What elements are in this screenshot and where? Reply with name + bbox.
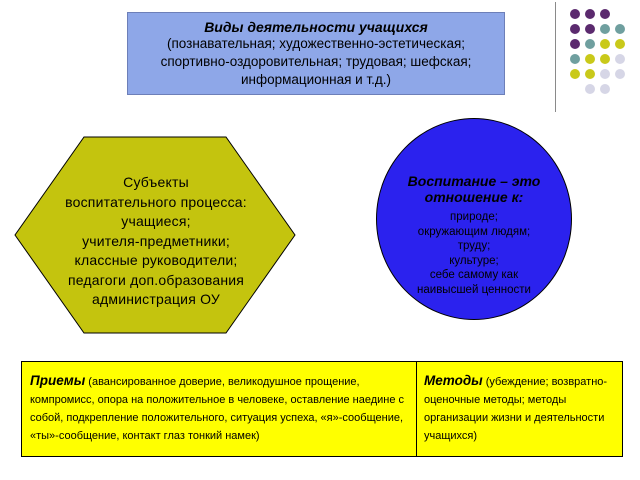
decorative-dot (585, 9, 595, 19)
decorative-dot (615, 54, 625, 64)
decorative-dot (600, 69, 610, 79)
upbringing-item: культуре; (449, 254, 499, 267)
techniques-text: (авансированное доверие, великодушное прощение, компромисс, опора на положительное в человеке, оставление наедине с собой, подкрепление положительного, ситуация успеха, «я»-сообщение, «ты»-сообщение, контакт глаз тонкий намек) (30, 376, 405, 442)
activities-description: (познавательная; художественно-эстетическая; спортивно-оздоровительная; трудовая; шефская; информационная и т.д.) (160, 36, 472, 87)
activities-box (127, 12, 505, 95)
methods-cell (424, 372, 618, 445)
upbringing-item: окружающим людям; (417, 225, 531, 238)
subjects-line: учащиеся; (121, 213, 191, 229)
decorative-dot (585, 54, 595, 64)
subjects-line: классные руководители; (74, 252, 238, 268)
upbringing-item: природе; (450, 211, 498, 223)
subjects-text (24, 173, 288, 310)
decorative-vertical-line (555, 2, 556, 112)
activities-title: Виды деятельности учащихся (204, 19, 428, 35)
decorative-dot (570, 39, 580, 49)
decorative-dot (600, 84, 610, 94)
subjects-line: учителя-предметники; (82, 232, 230, 249)
subjects-line: администрация ОУ (92, 291, 220, 307)
decorative-dot (600, 54, 610, 64)
upbringing-title: Воспитание – это отношение к: (407, 173, 541, 205)
decorative-dot (600, 24, 610, 34)
decorative-dot (615, 24, 625, 34)
decorative-dot (600, 39, 610, 49)
techniques-methods-table (21, 361, 623, 457)
methods-heading: Методы (424, 373, 483, 388)
decorative-dot (585, 24, 595, 34)
decorative-dot (585, 69, 595, 79)
table-divider (416, 362, 417, 456)
upbringing-item: труду; (457, 240, 491, 253)
decorative-dot (600, 9, 610, 19)
decorative-dot (570, 69, 580, 79)
decorative-dot (585, 39, 595, 49)
subjects-line: воспитательного процесса: (65, 193, 247, 210)
decorative-dot (615, 69, 625, 79)
subjects-line: педагоги доп.образования (67, 271, 245, 288)
upbringing-item: себе самому как (429, 269, 519, 282)
decorative-dot (585, 84, 595, 94)
subjects-line: Субъекты (123, 174, 189, 190)
decorative-dot (570, 24, 580, 34)
decorative-dot (570, 54, 580, 64)
decorative-dot (615, 39, 625, 49)
decorative-dot (570, 9, 580, 19)
methods-text: (убеждение; возвратно-оценочные методы; методы организации жизни и деятельности учащихся) (424, 376, 608, 442)
upbringing-item: наивысшей ценности (417, 283, 531, 296)
techniques-cell (30, 372, 410, 445)
upbringing-items (376, 210, 572, 298)
techniques-heading: Приемы (30, 373, 86, 388)
